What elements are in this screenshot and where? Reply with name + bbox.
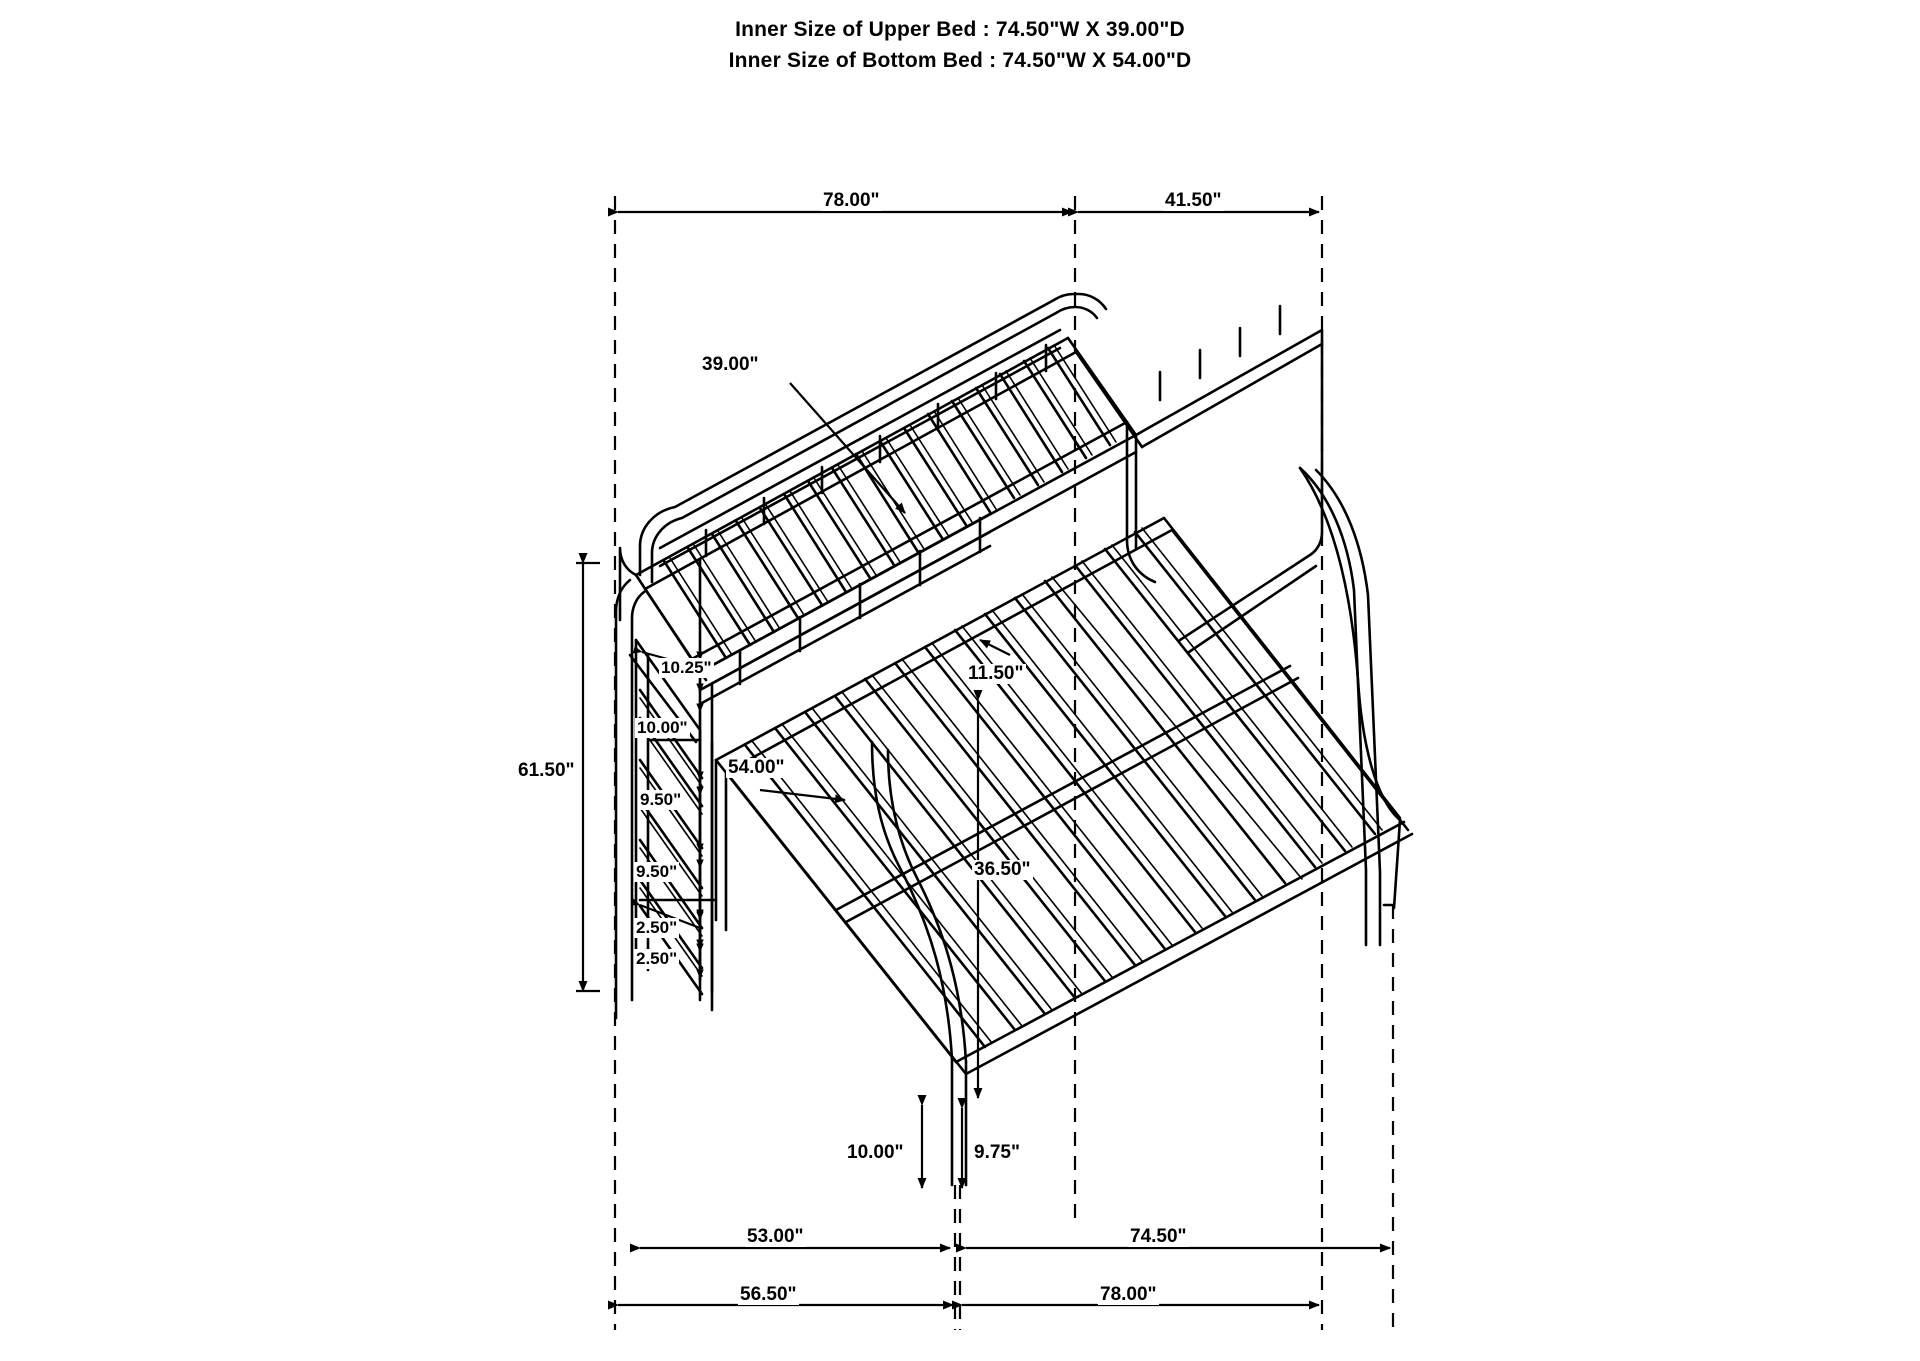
dim-label-ladder-rung-5: 2.50" [636,949,678,968]
dim-label-bottom-left-depth: 53.00" [747,1226,804,1247]
dim-label-floor-clearance-left: 10.00" [847,1142,904,1163]
dim-label-ladder-rung-2: 9.50" [640,790,682,809]
dim-label-upper-rail-height: 11.50" [968,663,1024,684]
dim-label-floor-clearance-right: 9.75" [974,1142,1020,1163]
dim-label-guardrail-gap: 10.25" [661,658,712,677]
dim-label-lower-deck-height: 36.50" [974,859,1031,880]
dim-label-ladder-rung-3: 9.50" [636,862,678,881]
dim-label-bottom-right-overall: 78.00" [1100,1284,1157,1305]
dim-label-top-right-width: 41.50" [1165,190,1222,211]
dim-label-bottom-left-overall: 56.50" [740,1284,797,1305]
bed-frame-geometry [616,294,1412,1185]
bottom-bed-inner-size-text: Inner Size of Bottom Bed : 74.50"W X 54.00"D [728,49,1192,72]
dim-label-ladder-rung-4: 2.50" [636,918,678,937]
dim-label-top-left-width: 78.00" [823,190,880,211]
dim-label-upper-bed-depth: 39.00" [702,354,759,375]
dim-label-ladder-rung-1: 10.00" [637,718,688,737]
upper-bed-inner-size-text: Inner Size of Upper Bed : 74.50"W X 39.00"D [735,18,1185,41]
dim-label-bottom-right-width: 74.50" [1130,1226,1187,1247]
dim-label-bottom-bed-depth: 54.00" [728,757,785,778]
dim-label-overall-height: 61.50" [518,760,575,781]
